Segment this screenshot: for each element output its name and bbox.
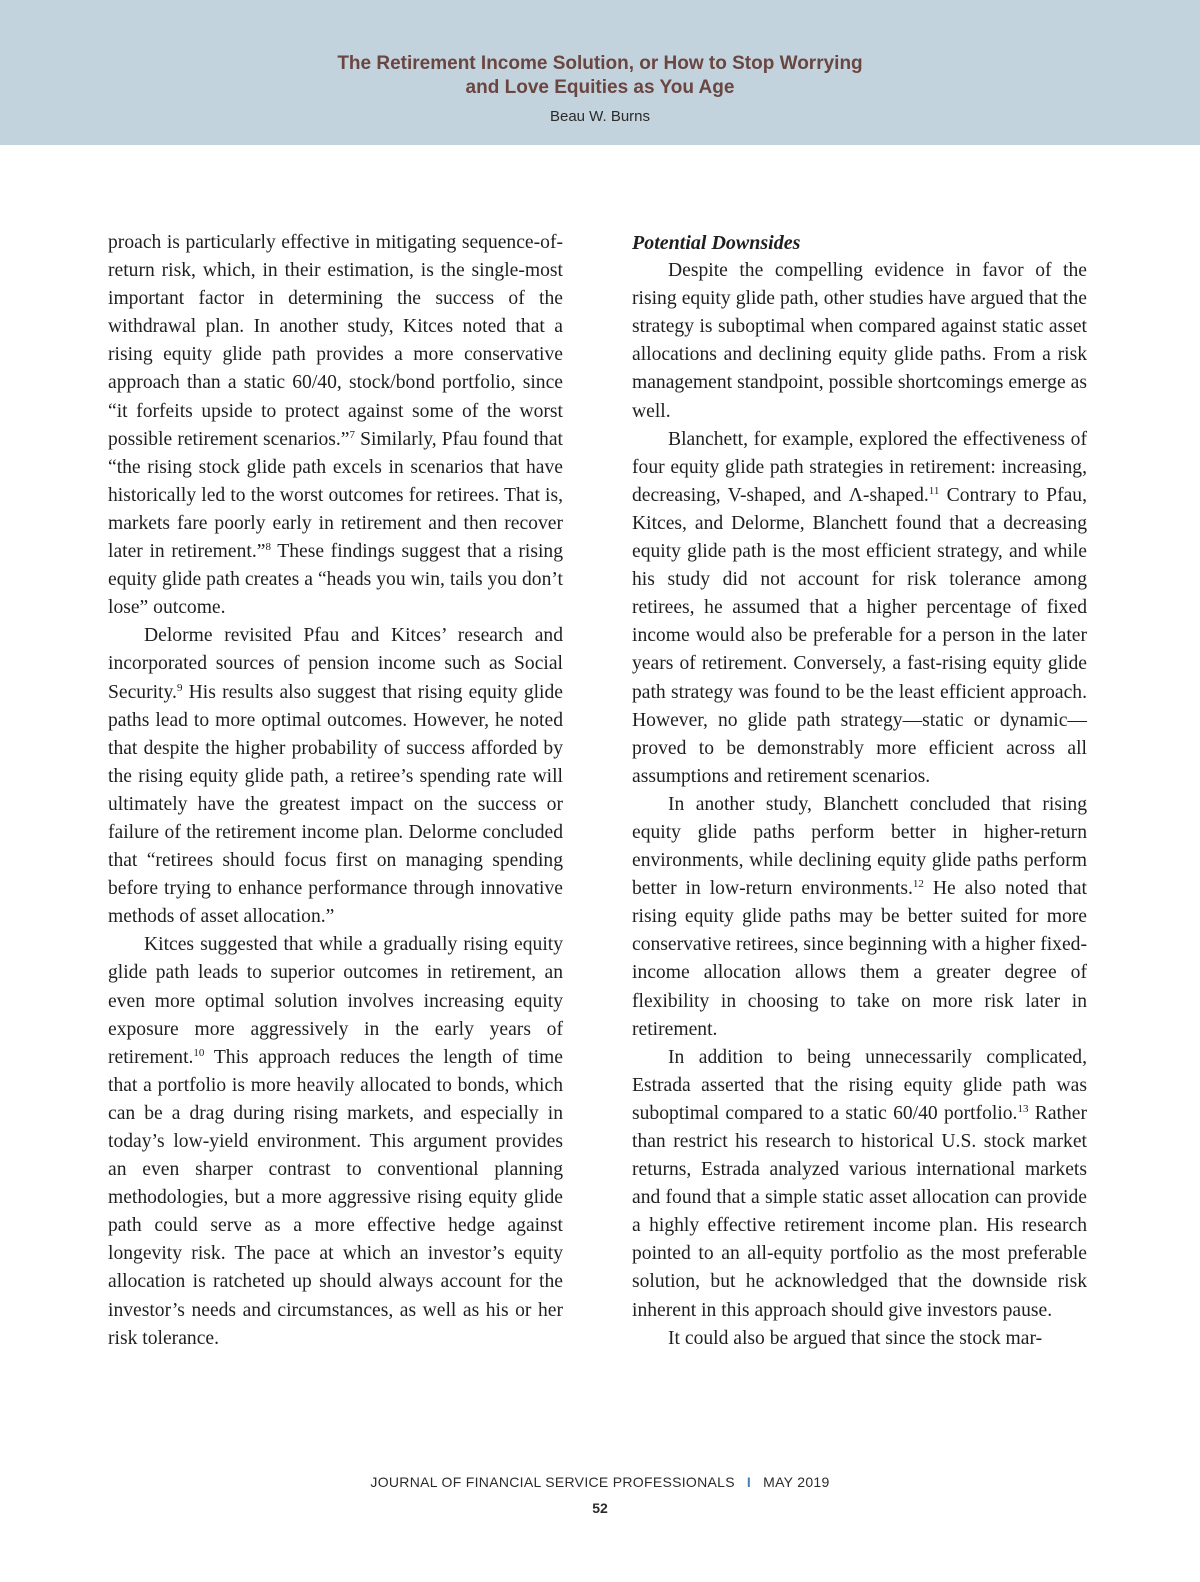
footnote-ref: 13: [1017, 1102, 1029, 1115]
body-paragraph: It could also be argued that since the stock mar-: [668, 1327, 1043, 1349]
article-header: [0, 0, 1200, 145]
body-paragraph: proach is particularly effective in mitigating sequence-of-return risk, which, in their estimation, is the single-most important factor in determining the success of the withdrawal plan. In another study, Kitces noted that a rising equity glide path provides a more conservative approach than a static 60/40, stock/bond portfolio, since “it forfeits upside to protect against some of the worst possible retirement scenarios.”$^7$ Similarly, Pfau found that “the rising stock glide path excels in scenarios that have historically led to the worst outcomes for retirees. That is, markets fare poorly early in retirement and then recover later in retirement.”$^8$ These findings suggest that a rising equity glide path creates a “heads you win, tails you don’t lose” outcome.: [108, 232, 563, 619]
footnote-ref: 8: [265, 541, 271, 554]
left-column: [108, 229, 563, 1353]
footnote-ref: 7: [349, 428, 355, 441]
body-paragraph: In addition to being unnecessarily complicated, Estrada asserted that the rising equity glide path was suboptimal compared to a static 60/40 portfolio.$^{13}$ Rather than restrict his research to historical U.S. stock market returns, Estrada analyzed various international markets and found that a simple static asset allocation can provide a highly effective retirement income plan. His research pointed to an all-equity portfolio as the most preferable solution, but he acknowledged that the downside risk inherent in this approach should give investors pause.: [632, 1046, 1087, 1321]
body-paragraph: Despite the compelling evidence in favor of the rising equity glide path, other studies have argued that the strategy is suboptimal when compared against static asset allocations and declining equity glide paths. From a risk management standpoint, possible shortcomings emerge as well.: [632, 260, 1087, 422]
footnote-ref: 10: [193, 1046, 205, 1059]
page-number: 52: [592, 1500, 608, 1516]
body-paragraph: Kitces suggested that while a gradually rising equity glide path leads to superior outcomes in retirement, an even more optimal solution involves increasing equity exposure more aggressively in the early years of retirement.$^{10}$ This approach reduces the length of time that a portfolio is more heavily allocated to bonds, which can be a drag during rising markets, and especially in today’s low-yield environment. This argument provides an even sharper contrast to conventional planning methodologies, but a more aggressive rising equity glide path could serve as a more effective hedge against longevity risk. The pace at which an investor’s equity allocation is ratcheted up should always account for the investor’s needs and circumstances, as well as his or her risk tolerance.: [108, 934, 563, 1349]
body-paragraph: Blanchett, for example, explored the effectiveness of four equity glide path strategies in retirement: increasing, decreasing, V-shaped, and Λ-shaped.$^{11}$ Contrary to Pfau, Kitces, and Delorme, Blanchett found that a decreasing equity glide path is the most efficient strategy, and while his study did not account for risk tolerance among retirees, he assumed that a higher percentage of fixed income would also be preferable for a person in the later years of retirement. Conversely, a fast-rising equity glide path strategy was found to be the least efficient approach. However, no glide path strategy—static or dynamic—proved to be demonstrably more efficient across all assumptions and retirement scenarios.: [632, 428, 1087, 787]
issue-date: MAY 2019: [763, 1474, 830, 1490]
article-title: [0, 52, 1200, 100]
article-title-line-2: and Love Equities as You Age: [465, 77, 735, 98]
journal-name: JOURNAL OF FINANCIAL SERVICE PROFESSIONALS: [370, 1474, 735, 1490]
page-footer: [0, 1474, 1200, 1490]
body-paragraph: Delorme revisited Pfau and Kitces’ research and incorporated sources of pension income such as Social Security.$^9$ His results also suggest that rising equity glide paths lead to more optimal outcomes. However, he noted that despite the higher probability of success afforded by the rising equity glide path, a retiree’s spending rate will ultimately have the greatest impact on the success or failure of the retirement income plan. Delorme concluded that “retirees should focus first on managing spending before trying to enhance performance through innovative methods of asset allocation.”: [108, 625, 563, 928]
footnote-ref: 9: [176, 681, 183, 694]
footnote-ref: 11: [928, 484, 940, 497]
footer-separator: I: [746, 1474, 752, 1490]
footnote-ref: 12: [912, 878, 924, 891]
section-heading: Potential Downsides: [632, 232, 801, 254]
article-title-line-1: The Retirement Income Solution, or How to Stop Worrying: [337, 53, 863, 74]
right-column: [632, 229, 1087, 1353]
body-paragraph: In another study, Blanchett concluded that rising equity glide paths perform better in higher-return environments, while declining equity glide paths perform better in low-return environments.$^{12}$ He also noted that rising equity glide paths may be better suited for more conservative retirees, since beginning with a higher fixed-income allocation allows them a greater degree of flexibility in choosing to take on more risk later in retirement.: [632, 793, 1087, 1040]
article-author: Beau W. Burns: [549, 108, 651, 125]
